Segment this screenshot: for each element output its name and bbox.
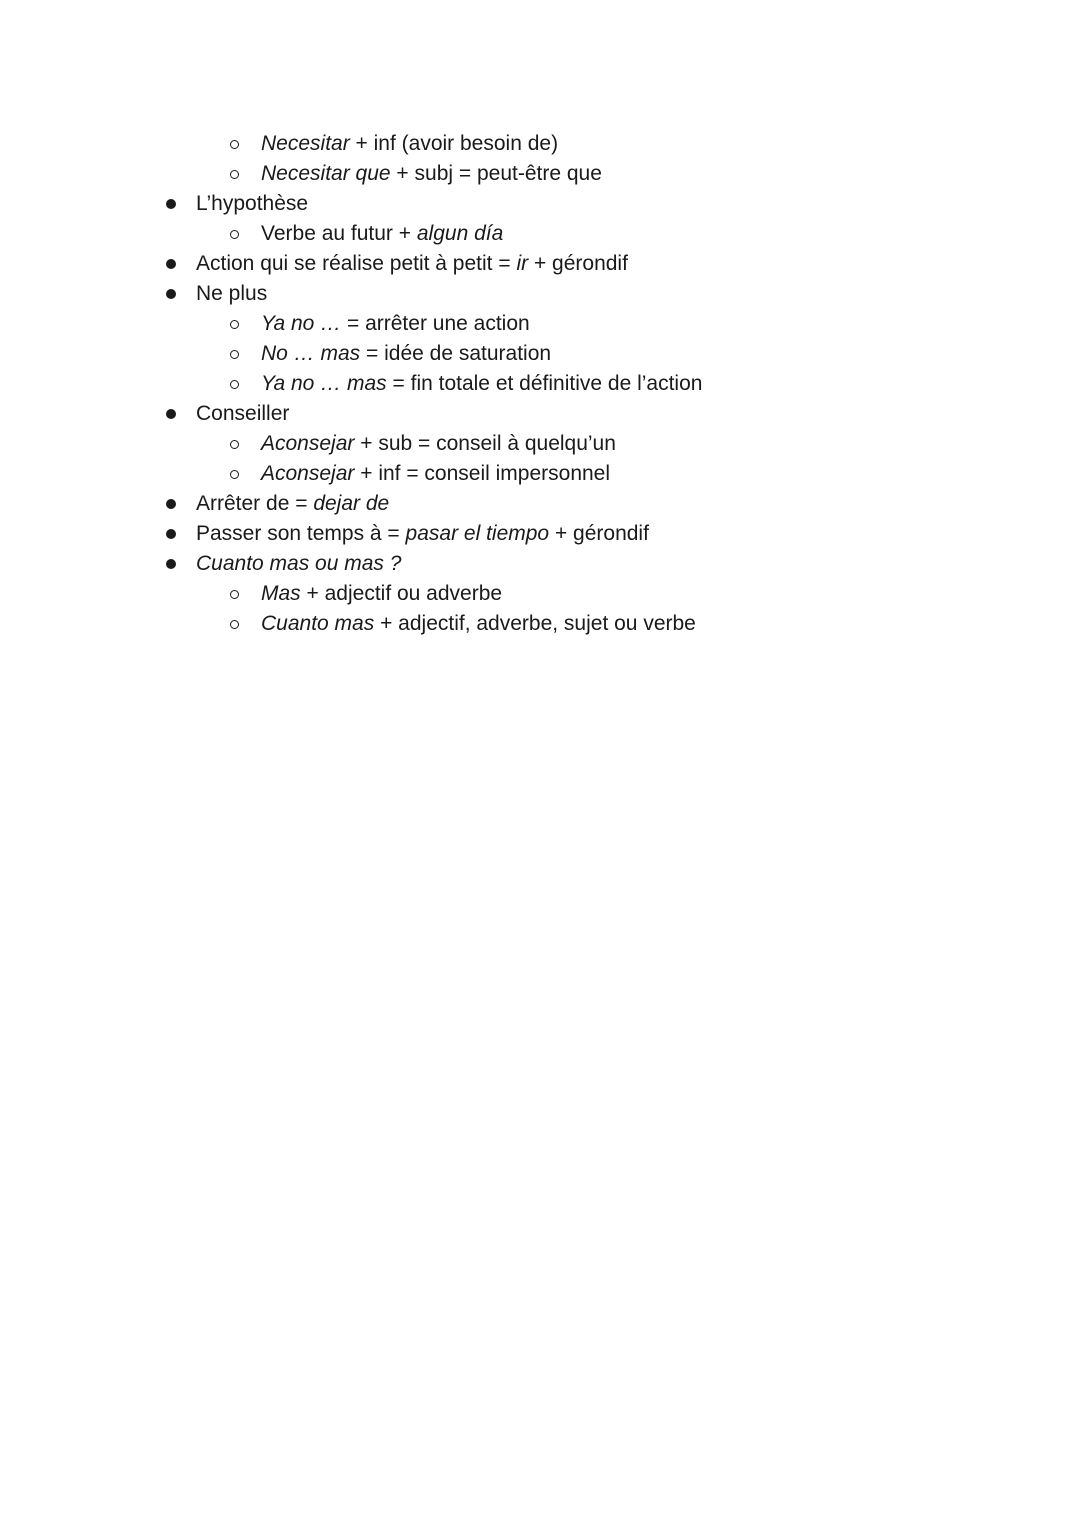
- list-item: [196, 279, 267, 309]
- sub-list-item: [261, 429, 616, 459]
- filled-bullet-icon: [166, 199, 176, 209]
- italic-text: Aconsejar: [261, 462, 355, 485]
- italic-text: Ya no … mas: [261, 372, 387, 395]
- hollow-bullet-icon: [230, 380, 239, 389]
- sub-list-item: [261, 159, 602, 189]
- text: + gérondif: [549, 522, 649, 545]
- list-item: [196, 489, 389, 519]
- hollow-bullet-icon: [230, 170, 239, 179]
- hollow-bullet-icon: [230, 620, 239, 629]
- hollow-bullet-icon: [230, 470, 239, 479]
- hollow-bullet-icon: [230, 440, 239, 449]
- italic-text: Cuanto mas ou mas ?: [196, 552, 402, 575]
- text: + sub = conseil à quelqu’un: [354, 432, 616, 455]
- text: = arrêter une action: [341, 312, 530, 335]
- text: + inf = conseil impersonnel: [354, 462, 611, 485]
- sub-list-item: [261, 369, 702, 399]
- italic-text: pasar el tiempo: [405, 522, 550, 545]
- sub-list-item: [261, 459, 610, 489]
- filled-bullet-icon: [166, 259, 176, 269]
- sub-list-item: [261, 219, 503, 249]
- italic-text: Necesitar: [261, 132, 350, 155]
- sub-list-item: [261, 579, 502, 609]
- text: + adjectif ou adverbe: [300, 582, 503, 605]
- list-item: [196, 519, 649, 549]
- text: Conseiller: [196, 402, 290, 425]
- italic-text: Aconsejar: [261, 432, 355, 455]
- hollow-bullet-icon: [230, 230, 239, 239]
- filled-bullet-icon: [166, 289, 176, 299]
- text: = idée de saturation: [360, 342, 552, 365]
- italic-text: Ya no …: [261, 312, 342, 335]
- italic-text: ir: [516, 252, 529, 275]
- hollow-bullet-icon: [230, 320, 239, 329]
- text: Ne plus: [196, 282, 268, 305]
- italic-text: dejar de: [313, 492, 390, 515]
- list-item: [196, 249, 628, 279]
- filled-bullet-icon: [166, 409, 176, 419]
- sub-list-item: [261, 129, 558, 159]
- sub-list-item: [261, 309, 530, 339]
- text: + inf (avoir besoin de): [349, 132, 559, 155]
- filled-bullet-icon: [166, 499, 176, 509]
- text: Arrêter de =: [196, 492, 314, 515]
- list-item: [196, 549, 401, 579]
- list-item: [196, 399, 289, 429]
- filled-bullet-icon: [166, 559, 176, 569]
- list-item: [196, 189, 308, 219]
- text: + subj = peut-être que: [390, 162, 602, 185]
- text: Action qui se réalise petit à petit =: [196, 252, 517, 275]
- italic-text: No … mas: [261, 342, 361, 365]
- italic-text: Necesitar que: [261, 162, 391, 185]
- filled-bullet-icon: [166, 529, 176, 539]
- text: Verbe au futur +: [261, 222, 417, 245]
- hollow-bullet-icon: [230, 590, 239, 599]
- italic-text: Cuanto mas: [261, 612, 375, 635]
- text: L’hypothèse: [196, 192, 309, 215]
- italic-text: algun día: [416, 222, 504, 245]
- text: + gérondif: [528, 252, 628, 275]
- sub-list-item: [261, 339, 551, 369]
- text: Passer son temps à =: [196, 522, 406, 545]
- text: = fin totale et définitive de l’action: [386, 372, 703, 395]
- hollow-bullet-icon: [230, 140, 239, 149]
- text: + adjectif, adverbe, sujet ou verbe: [374, 612, 696, 635]
- sub-list-item: [261, 609, 696, 639]
- hollow-bullet-icon: [230, 350, 239, 359]
- italic-text: Mas: [261, 582, 301, 605]
